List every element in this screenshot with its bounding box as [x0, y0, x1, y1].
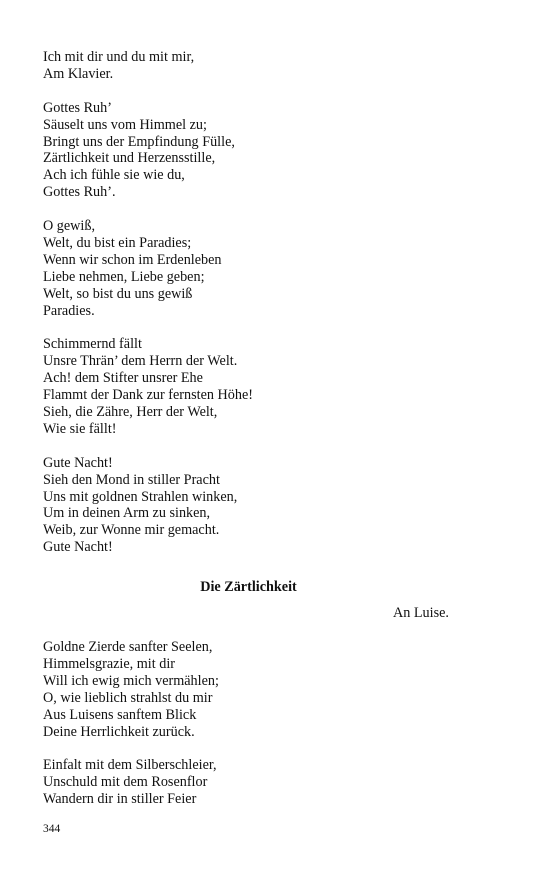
verse-line: O, wie lieblich strahlst du mir — [43, 689, 213, 706]
verse-line: Bringt uns der Empfindung Fülle, — [43, 133, 235, 150]
poem-dedication: An Luise. — [393, 605, 449, 621]
verse-line: Gute Nacht! — [43, 454, 113, 471]
page-number: 344 — [43, 823, 61, 835]
verse-line: Am Klavier. — [43, 65, 114, 82]
verse-line: Himmelsgrazie, mit dir — [43, 655, 175, 672]
verse-line: Ach! dem Stifter unsrer Ehe — [43, 370, 203, 387]
verse-line: Schimmernd fällt — [43, 336, 142, 353]
verse-line: Sieh den Mond in stiller Pracht — [43, 471, 220, 488]
verse-line: Zärtlichkeit und Herzensstille, — [43, 150, 216, 167]
verse-line: Sieh, die Zähre, Herr der Welt, — [43, 403, 218, 420]
verse-line: Welt, so bist du uns gewiß — [43, 285, 193, 302]
verse-line: Weib, zur Wonne mir gemacht. — [43, 522, 220, 539]
verse-line: Unschuld mit dem Rosenflor — [43, 774, 208, 791]
verse-line: Unsre Thrän’ dem Herrn der Welt. — [43, 353, 238, 370]
poem-title: Die Zärtlichkeit — [200, 579, 297, 595]
verse-line: Gottes Ruh’. — [43, 184, 116, 201]
poem-continued — [43, 49, 513, 573]
verse-line: Gottes Ruh’ — [43, 99, 112, 116]
poem-die-zaertlichkeit — [43, 639, 513, 825]
stanza — [43, 455, 513, 556]
verse-line: Wandern dir in stiller Feier — [43, 791, 197, 808]
stanza — [43, 757, 513, 808]
verse-line: Goldne Zierde sanfter Seelen, — [43, 639, 213, 655]
verse-line: O gewiß, — [43, 218, 96, 235]
stanza — [43, 336, 513, 437]
verse-line: Welt, du bist ein Paradies; — [43, 234, 192, 251]
verse-line: Ach ich fühle sie wie du, — [43, 167, 185, 184]
stanza — [43, 49, 513, 83]
verse-line: Um in deinen Arm zu sinken, — [43, 505, 211, 522]
verse-line: Deine Herrlichkeit zurück. — [43, 723, 195, 740]
verse-line: Säuselt uns vom Himmel zu; — [43, 116, 207, 133]
verse-line: Ich mit dir und du mit mir, — [43, 49, 195, 65]
verse-line: Gute Nacht! — [43, 539, 113, 556]
verse-line: Paradies. — [43, 302, 95, 319]
stanza — [43, 100, 513, 201]
stanza — [43, 218, 513, 319]
verse-line: Wenn wir schon im Erdenleben — [43, 251, 222, 268]
verse-line: Einfalt mit dem Silberschleier, — [43, 757, 217, 774]
verse-line: Liebe nehmen, Liebe geben; — [43, 268, 205, 285]
verse-line: Wie sie fällt! — [43, 420, 117, 437]
verse-line: Will ich ewig mich vermählen; — [43, 672, 219, 689]
verse-line: Aus Luisens sanftem Blick — [43, 706, 197, 723]
verse-line: Flammt der Dank zur fernsten Höhe! — [43, 387, 253, 404]
stanza — [43, 639, 513, 740]
verse-line: Uns mit goldnen Strahlen winken, — [43, 488, 238, 505]
